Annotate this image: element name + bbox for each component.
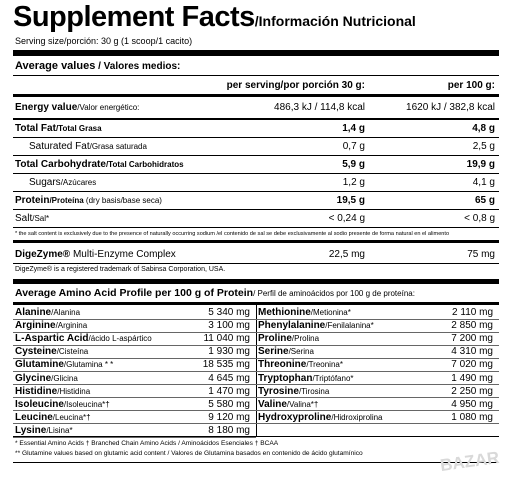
title-sub: /Información Nutricional: [254, 13, 416, 29]
amino-acid-name: Glutamine: [15, 359, 64, 371]
nutrient-sublabel: /Valor energético:: [77, 103, 140, 112]
amino-acid-sublabel: /Treonina*: [306, 360, 343, 370]
amino-acid-name: Proline: [258, 333, 292, 345]
nutrient-per-100g: 4,8 g: [472, 123, 495, 134]
watermark-logo: BAZAR: [438, 447, 501, 476]
nutrient-per-100g: 4,1 g: [472, 177, 495, 188]
divider: [13, 191, 499, 192]
amino-acid-value: 5 580 mg: [208, 398, 250, 410]
amino-row-divider: [256, 423, 499, 424]
amino-acid-name: Serine: [258, 346, 289, 358]
nutrient-label: Total Fat: [15, 123, 56, 134]
amino-acid-name: Methionine: [258, 307, 311, 318]
amino-acid-value: 11 040 mg: [203, 333, 250, 345]
amino-acid-name: Valine: [258, 398, 287, 410]
amino-footnote-essential: * Essential Amino Acids † Branched Chain Amino Acids / Aminoácidos Esenciales † BCAA: [15, 440, 279, 447]
digezyme-per-100g: 75 mg: [467, 249, 495, 260]
nutrient-label: Salt: [15, 213, 33, 224]
nutrient-per-serving: 1,2 g: [342, 177, 365, 188]
amino-acid-name: Threonine: [258, 359, 307, 371]
col-serving-header: per serving/por porción 30 g:: [226, 80, 365, 91]
amino-acid-sublabel: /Tirosina: [298, 386, 330, 396]
nutrient-sublabel: /Sal*: [32, 214, 50, 223]
page-title: [13, 2, 416, 37]
amino-acid-name: Hydroxyproline: [258, 411, 332, 423]
amino-acid-name: Lysine: [15, 424, 47, 436]
divider: [13, 118, 499, 120]
amino-acid-name: Histidine: [15, 385, 58, 397]
nutrient-per-100g: 19,9 g: [466, 159, 495, 170]
amino-acid-value: 4 645 mg: [208, 372, 250, 384]
amino-acid-name: Isoleucine: [15, 398, 64, 410]
amino-acid-name: Cysteine: [15, 346, 57, 358]
amino-acid-value: 8 180 mg: [208, 424, 250, 436]
digezyme-per-serving: 22,5 mg: [328, 249, 365, 260]
amino-acid-value: 5 340 mg: [208, 307, 250, 318]
averages-header: Average values: [15, 60, 96, 72]
amino-acid-value: 2 110 mg: [452, 307, 493, 318]
divider-medium: [13, 240, 499, 243]
nutrient-sublabel: /Total Grasa: [55, 124, 102, 133]
digezyme-label: DigeZyme®: [15, 249, 71, 260]
nutrient-sublabel: /Grasa saturada: [89, 142, 147, 151]
amino-acid-sublabel: /Arginina: [55, 321, 88, 331]
divider: [13, 436, 499, 437]
amino-acid-sublabel: /Fenilalanina*: [325, 321, 374, 331]
amino-acid-name: L-Aspartic Acid: [15, 333, 89, 345]
divider: [13, 209, 499, 210]
nutrient-extra: (dry basis/base seca): [83, 196, 162, 205]
nutrient-sublabel: /Proteína: [49, 196, 84, 205]
salt-footnote: * the salt content is exclusively due to the presence of naturally occurring sodium /el contenido de sal se debe exclusivamente al sodio presente de forma natural en el alimento: [15, 231, 450, 237]
nutrient-per-100g: 2,5 g: [472, 141, 495, 152]
nutrient-per-serving: < 0,24 g: [328, 213, 365, 224]
nutrient-per-100g: < 0,8 g: [464, 213, 495, 224]
amino-acid-name: Tryptophan: [258, 372, 313, 384]
serving-size: Serving size/porción: 30 g (1 scoop/1 cacito): [15, 36, 193, 46]
amino-acid-sublabel: /Valina*†: [286, 399, 319, 409]
divider: [13, 137, 499, 138]
amino-acid-sublabel: /Alanina: [51, 308, 81, 317]
amino-acid-sublabel: /ácido L-aspártico: [88, 334, 152, 344]
amino-acid-value: 7 020 mg: [451, 359, 493, 371]
amino-acid-sublabel: /Serina: [288, 347, 314, 357]
nutrient-per-serving: 0,7 g: [342, 141, 365, 152]
amino-acid-sublabel: /Isoleucina*†: [63, 399, 110, 409]
amino-header: Average Amino Acid Profile per 100 g of Protein: [15, 287, 254, 299]
divider: [13, 155, 499, 156]
amino-acid-value: 2 250 mg: [451, 385, 493, 397]
amino-acid-sublabel: /Cisteína: [56, 347, 89, 357]
divider: [13, 263, 499, 264]
nutrient-per-serving: 5,9 g: [342, 159, 365, 170]
amino-acid-sublabel: /Triptófano*: [312, 373, 354, 383]
amino-footnote-glutamine: ** Glutamine values based on glutamic acid content / Valores de Glutamina basados en contenido de ácido glutamínico: [15, 450, 363, 457]
amino-acid-sublabel: /Histidina: [57, 386, 91, 396]
col-100g-header: per 100 g:: [447, 80, 495, 91]
divider-thick: [13, 50, 499, 56]
divider: [13, 173, 499, 174]
digezyme-label-rest: Multi-Enzyme Complex: [70, 249, 176, 260]
amino-acid-name: Leucine: [15, 411, 53, 423]
amino-acid-value: 4 950 mg: [451, 398, 493, 410]
title-main: Supplement Facts: [13, 1, 255, 33]
amino-acid-value: 1 080 mg: [451, 411, 493, 423]
divider-medium: [13, 94, 499, 97]
amino-acid-name: Phenylalanine: [258, 320, 326, 332]
amino-acid-sublabel: /Glicina: [51, 373, 78, 383]
amino-acid-name: Glycine: [15, 372, 52, 384]
nutrient-per-serving: 486,3 kJ / 114,8 kcal: [274, 102, 365, 113]
amino-acid-sublabel: /Glutamina * *: [63, 360, 114, 370]
nutrient-sublabel: /Azúcares: [60, 178, 97, 187]
nutrient-label: Energy value: [15, 102, 78, 113]
amino-acid-sublabel: /Hidroxiprolina: [331, 412, 383, 422]
amino-acid-value: 3 100 mg: [208, 320, 250, 332]
nutrient-per-serving: 1,4 g: [342, 123, 365, 134]
amino-acid-value: 18 535 mg: [202, 359, 250, 371]
amino-acid-value: 9 120 mg: [208, 411, 250, 423]
amino-acid-sublabel: /Metionina*: [310, 308, 351, 317]
amino-acid-name: Alanine: [15, 307, 52, 318]
amino-acid-sublabel: /Lisina*: [46, 425, 73, 435]
nutrient-sublabel: /Total Carbohidratos: [105, 160, 184, 169]
divider: [13, 462, 499, 463]
amino-acid-value: 1 930 mg: [208, 346, 250, 358]
digezyme-trademark: DigeZyme® is a registered trademark of Sabinsa Corporation, USA.: [15, 266, 226, 273]
amino-acid-value: 1 470 mg: [208, 385, 250, 397]
divider: [13, 227, 499, 228]
nutrient-label: Protein: [15, 195, 50, 206]
divider-thick: [13, 279, 499, 284]
nutrient-per-100g: 1620 kJ / 382,8 kcal: [406, 102, 495, 113]
amino-acid-sublabel: /Prolina: [291, 334, 320, 344]
amino-acid-value: 4 310 mg: [451, 346, 493, 358]
nutrient-label: Saturated Fat: [29, 141, 90, 152]
averages-header-sub: / Valores medios:: [95, 61, 181, 72]
divider: [13, 75, 499, 76]
nutrient-per-100g: 65 g: [474, 195, 495, 206]
amino-header-sub: / Perfil de aminoácidos por 100 g de proteína:: [253, 289, 415, 298]
amino-acid-value: 2 850 mg: [451, 320, 493, 332]
nutrient-label: Sugars: [29, 177, 61, 188]
amino-acid-value: 7 200 mg: [451, 333, 493, 345]
nutrient-per-serving: 19,5 g: [336, 195, 365, 206]
amino-acid-value: 1 490 mg: [451, 372, 493, 384]
amino-acid-sublabel: /Leucina*†: [52, 412, 91, 422]
amino-acid-name: Tyrosine: [258, 385, 299, 397]
nutrient-label: Total Carbohydrate: [15, 159, 106, 170]
amino-acid-name: Arginine: [15, 320, 56, 332]
